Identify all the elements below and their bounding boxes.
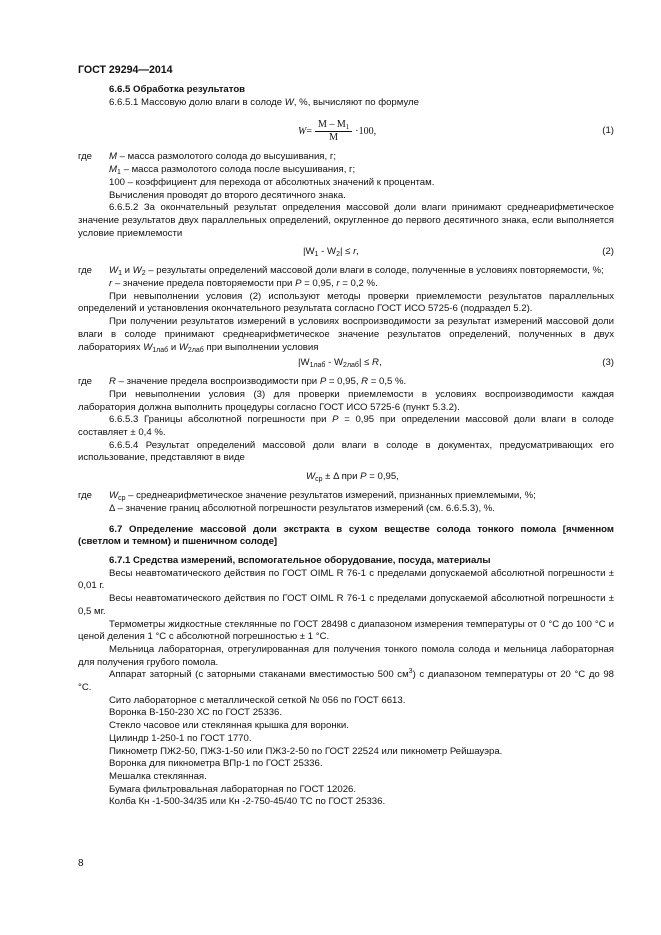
where-M1: $M_1$ – масса размолотого солода после высушивания, г; <box>109 164 356 177</box>
where-100: 100 – коэффициент для перехода от абсолютных значений к процентам. <box>109 176 435 188</box>
equipment-item: Стекло часовое или стеклянная крышка для воронки. <box>109 720 349 732</box>
paragraph-6-6-5-4: 6.6.5.4 Результат определений массовой доли влаги в солоде в документах, предусматривающих его использование, представляют в виде <box>78 439 614 464</box>
formula-3: $|W_{1лаб} - W_{2лаб}| \le R$, (3) <box>298 357 614 370</box>
formula-number: (1) <box>602 125 614 137</box>
equipment-item: Пикнометр ПЖ2-50, ПЖ3-1-50 или ПЖ3-2-50 по ГОСТ 22524 или пикнометр Рейшауэра. <box>109 745 503 757</box>
formula-1: W = $\frac{M - M_1}{M}$ ·100, (1) <box>298 119 614 144</box>
equipment-item: Воронка В-150-230 ХС по ГОСТ 25336. <box>109 707 283 719</box>
equipment-item: Весы неавтоматического действия по ГОСТ OIML R 76-1 с пределами допускаемой абсолютной погрешности ± 0,5 мг. <box>78 593 614 617</box>
paragraph-6-6-5-1: 6.6.5.1 Массовую долю влаги в солоде W, %, вычисляют по формуле <box>109 96 419 108</box>
formula-number: (2) <box>602 246 614 258</box>
paragraph-6-6-5-3: 6.6.5.3 Границы абсолютной погрешности при P = 0,95 при определении массовой доли влаги в солоде составляет ± 0,4 %. <box>78 414 615 439</box>
equipment-item: Термометры жидкостные стеклянные по ГОСТ 28498 с диапазоном измерения температуры от 0 °С до 100 °С и ценой деления 1 °С с абсолютной погрешностью ± 1 °С. <box>78 618 614 643</box>
page-number: 8 <box>78 858 84 869</box>
where-W1-W2: где $W_1$ и $W_2$ – результаты определений массовой доли влаги в солоде, полученные в условиях повторяемости, %; <box>78 265 604 278</box>
formula-2: $|W_1 - W_2| \le r$, (2) <box>303 246 614 259</box>
paragraph-repeatability-fail: При невыполнении условия (2) используют методы проверки приемлемости результатов параллельных определений и установления окончательного результата согласно ГОСТ ИСО 5725-6 (подраздел 5.2). <box>78 290 614 315</box>
where-M: где M – масса размолотого солода до высушивания, г; <box>78 151 336 163</box>
equipment-item: Сито лабораторное с металлической сеткой № 056 по ГОСТ 6613. <box>109 694 406 706</box>
formula-number: (3) <box>602 357 614 369</box>
equipment-item: Мельница лабораторная, отрегулированная для получения тонкого помола солода и мельница лабораторная для получения грубого помола. <box>78 643 614 668</box>
calc-precision-note: Вычисления проводят до второго десятичного знака. <box>109 189 346 201</box>
equipment-item: Мешалка стеклянная. <box>109 770 207 782</box>
equipment-item: Весы неавтоматического действия по ГОСТ OIML R 76-1 с пределами допускаемой абсолютной погрешности ± 0,01 г. <box>78 567 614 592</box>
where-r: r – значение предела повторяемости при P = 0,95, r = 0,2 %. <box>109 278 378 290</box>
paragraph-reproducibility: При получении результатов измерений в условиях воспроизводимости за результат измерений массовой доли влаги в солоде принимают среднеарифметическое значение результатов определений, полученных в двух лабораториях $W_{1лаб}$ и $W_{2лаб}$ при выполнении условия <box>78 316 614 354</box>
where-delta: Δ – значение границ абсолютной погрешности результатов измерений (см. 6.6.5.3), %. <box>109 502 495 514</box>
paragraph-6-6-5-2: 6.6.5.2 За окончательный результат определения массовой доли влаги принимают среднеарифметическое значение результатов двух параллельных определений, округленное до первого десятичного знака, если выполняется условие приемлемости <box>78 202 614 239</box>
section-6-7-title: 6.7 Определение массовой доли экстракта в сухом веществе солода тонкого помола [ячменном (светлом и темном) и пшеничном солоде] <box>78 523 614 548</box>
page-content <box>78 84 614 809</box>
equipment-item: Колба Кн -1-500-34/35 или Кн -2-750-45/40 ТС по ГОСТ 25336. <box>109 796 386 808</box>
section-6-6-5-title: 6.6.5 Обработка результатов <box>109 84 246 95</box>
formula-4: $W_{ср} \pm \Delta$ при P = 0,95, <box>306 471 399 484</box>
paragraph-reproducibility-fail: При невыполнении условия (3) для проверки приемлемости в условиях воспроизводимости каждая лаборатория должна выполнить процедуры согласно ГОСТ ИСО 5725-6 (пункт 5.3.2). <box>78 388 614 413</box>
section-6-7-1-title: 6.7.1 Средства измерений, вспомогательное оборудование, посуда, материалы <box>109 554 491 566</box>
equipment-item: Воронка для пикнометра ВПр-1 по ГОСТ 25336. <box>109 758 323 770</box>
equipment-item: Бумага фильтровальная лабораторная по ГОСТ 12026. <box>109 783 357 795</box>
equipment-item: Цилиндр 1-250-1 по ГОСТ 1770. <box>109 732 252 744</box>
equipment-item: Аппарат заторный (с заторными стаканами вместимостью 500 $см^3$) с диапазоном температуры от 20 °С до 98 °С. <box>78 668 615 694</box>
where-Wcp: где $W_{ср}$ – среднеарифметическое значение результатов измерений, признанных приемлемыми, %; <box>78 490 536 503</box>
standard-header: ГОСТ 29294—2014 <box>78 64 173 76</box>
where-R: где R – значение предела воспроизводимости при P = 0,95, R = 0,5 %. <box>78 376 407 388</box>
